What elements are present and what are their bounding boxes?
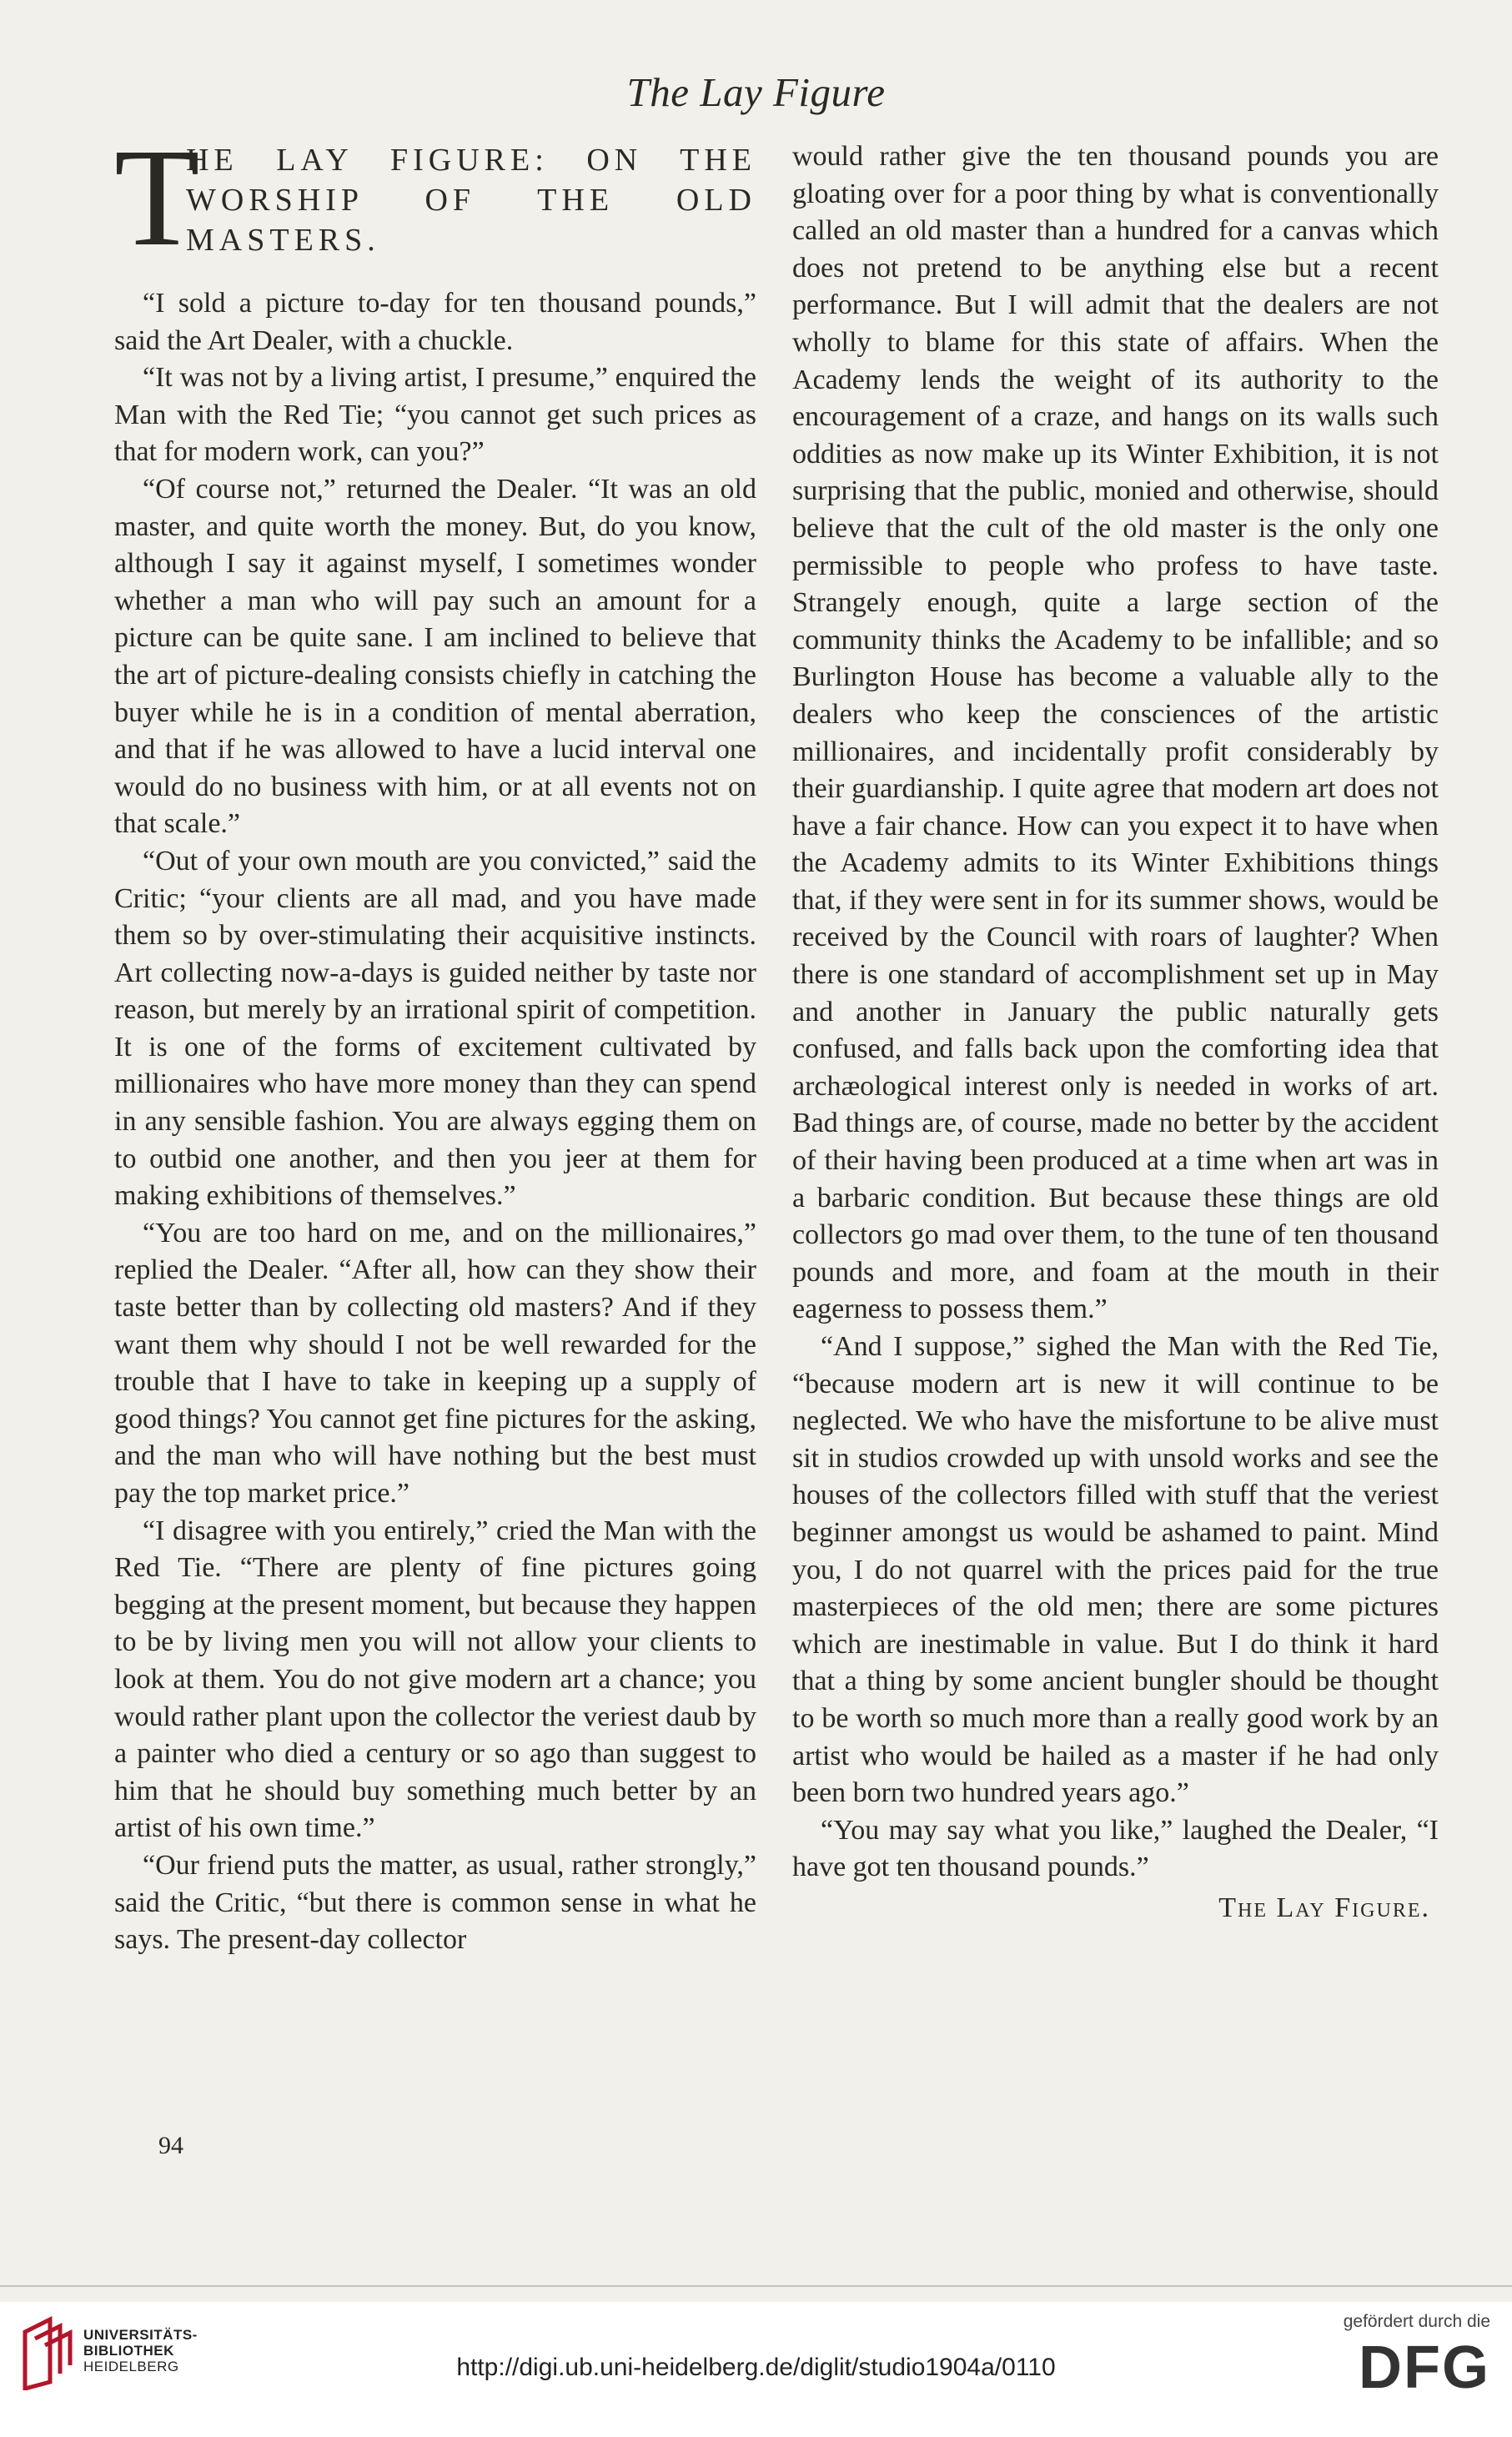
paragraph: would rather give the ten thousand pounds you are gloating over for a poor thing by what is conventionally called an old master than a hundred for a canvas which does not pretend to be anything else but a recent performance. But I will admit that the dealers are not wholly to blame for this state of affairs. When the Academy lends the weight of its authority to the encouragement of a craze, and hangs on its walls such oddities as now make up its Winter Exhibition, it is not surprising that the public, monied and otherwise, should believe that the cult of the old master is the only one permissible to people who profess to have taste. Strangely enough, quite a large section of the community thinks the Academy to be infallible; and so Burlington House has become a valuable ally to the dealers who keep the consciences of the artistic millionaires, and incidentally profit considerably by their guardianship. I quite agree that modern art does not have a fair chance. How can you expect it to have when the Academy admits to its Winter Exhibitions things that, if they were sent in for its summer shows, would be received by the Council with roars of laughter? When there is one standard of accomplishment set up in May and another in January the public naturally gets confused, and falls back upon the comforting idea that archæological interest only is needed in works of art. Bad things are, of course, made no better by the accident of their having been produced at a time when art was in a barbaric condition. But because these things are old collectors go mad over them, to the tune of ten thousand pounds and more, and foam at the mouth in their eagerness to possess them.” (792, 141, 1439, 1325)
footer (0, 2302, 1512, 2437)
library-name-line: UNIVERSITÄTS- (83, 2327, 198, 2343)
right-column (792, 138, 1439, 1927)
source-url-link[interactable]: http://digi.ub.uni-heidelberg.de/diglit/studio1904a/0110 (456, 2354, 1056, 2381)
paragraph: “I disagree with you entirely,” cried the Man with the Red Tie. “There are plenty of fine pictures going begging at the present moment, but because they happen to be by living men you will not allow your clients to look at them. You do not give modern art a chance; you would rather plant upon the collector the veriest daub by a painter who died a century or so ago than suggest to him that he should buy something much better by an artist of his own time.” (114, 1515, 756, 1844)
funded-by-label: gefördert durch die (1343, 2312, 1490, 2331)
paragraph: “And I suppose,” sighed the Man with the Red Tie, “because modern art is new it will continue to be neglected. We who have the misfortune to be alive must sit in studios crowded up with unsold works and see the houses of the collectors filled with stuff that the veriest beginner amongst us would be ashamed to paint. Mind you, I do not quarrel with the prices paid for the true masterpieces of the old men; there are some pictures which are inestimable in value. But I do think it hard that a thing by some ancient bungler should be thought to be worth so much more than a really good work by an artist who would be hailed as a master if he had only been born two hundred years ago.” (792, 1331, 1439, 1809)
heading-line-3: MASTERS. (186, 223, 380, 258)
heading-line-1: HE LAY FIGURE: ON THE (186, 143, 756, 178)
paragraph: “Out of your own mouth are you convicted,” said the Critic; “your clients are all mad, and you have made them so by over-stimulating their acquisitive instincts. Art collecting now-a-days is guided neither by taste nor reason, but merely by an irrational spirit of competition. It is one of the forms of excitement cultivated by millionaires who have more money than they can spend in any sensible fashion. You are always egging them on to outbid one another, and then you jeer at them for making exhibitions of themselves.” (114, 845, 756, 1212)
page-number: 94 (158, 2132, 183, 2159)
dfg-logo: DFG (1359, 2334, 1490, 2401)
left-column (114, 120, 756, 1959)
heading-line-2: WORSHIP OF THE OLD (186, 183, 756, 218)
article-heading (114, 120, 756, 275)
paragraph: “Of course not,” returned the Dealer. “It was an old master, and quite worth the money. But, do you know, although I say it against myself, I sometimes wonder whether a man who will pay such an amount for a picture can be quite sane. I am inclined to believe that the art of picture-dealing consists chiefly in catching the buyer while he is in a condition of mental aberration, and that if he was allowed to have a lucid interval one would do no business with him, or at all events not on that scale.” (114, 473, 756, 840)
library-name-line: HEIDELBERG (83, 2359, 179, 2374)
running-head: The Lay Figure (626, 69, 886, 115)
paragraph: “It was not by a living artist, I presume,” enquired the Man with the Red Tie; “you cannot get such prices as that for modern work, can you?” (114, 362, 756, 468)
footer-divider (0, 2285, 1512, 2287)
drop-cap: T (114, 120, 205, 275)
library-name-line: BIBLIOTHEK (83, 2343, 174, 2359)
paragraph: “I sold a picture to-day for ten thousand pounds,” said the Art Dealer, with a chuckle. (114, 288, 756, 356)
paragraph: “You are too hard on me, and on the millionaires,” replied the Dealer. “After all, how can they show their taste better than by collecting old masters? And if they want them why should I not be well rewarded for the trouble that I have to take in keeping up a supply of good things? You cannot get fine pictures for the asking, and the man who will have nothing but the best must pay the top market price.” (114, 1217, 756, 1509)
signature: The Lay Figure. (1218, 1892, 1430, 1923)
paragraph: “Our friend puts the matter, as usual, rather strongly,” said the Critic, “but there is common sense in what he says. The present-day collector (114, 1849, 756, 1956)
paragraph: “You may say what you like,” laughed the Dealer, “I have got ten thousand pounds.” (792, 1814, 1439, 1883)
heading-text (186, 140, 756, 260)
